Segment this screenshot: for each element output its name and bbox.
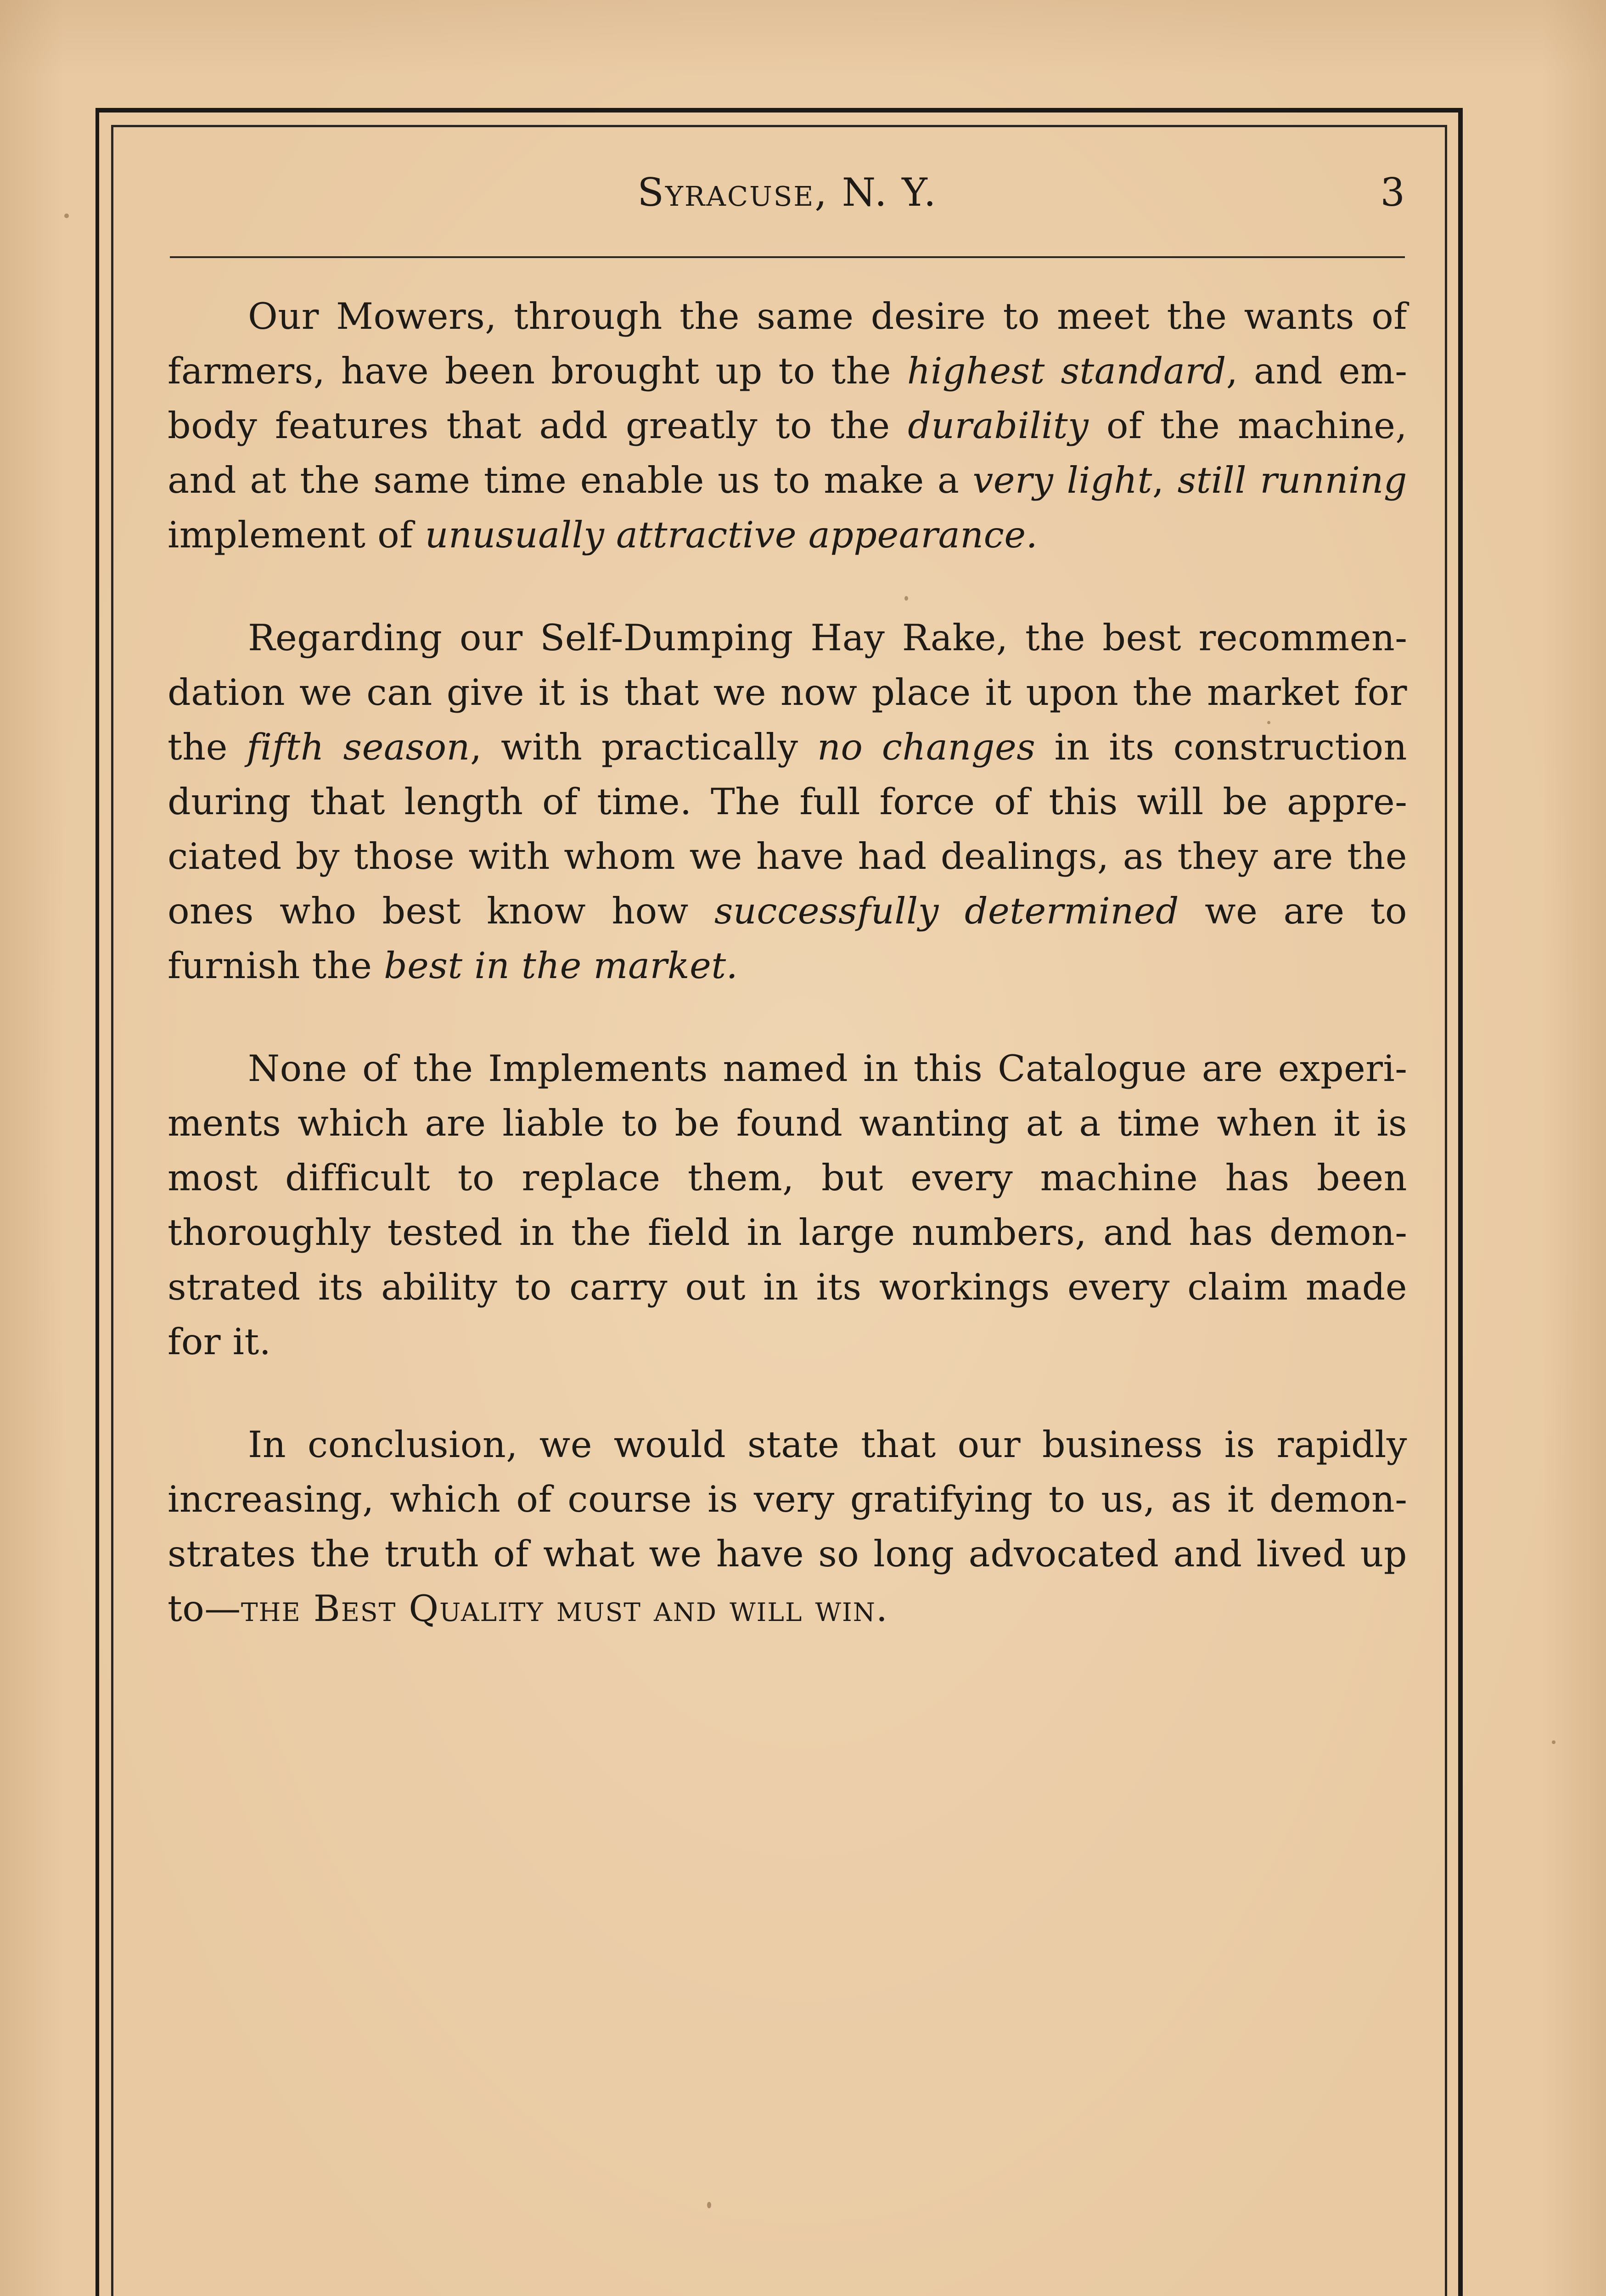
text-segment: Regarding our Self-Dumping Hay Rake, the best recommendation we can give it is that we now place it upon the market for the xyxy=(168,617,1407,768)
text-segment: best in the market. xyxy=(384,945,738,987)
text-segment: Our Mowers, through the same desire to meet the wants of farmers, have been brought up to the xyxy=(168,295,1407,392)
text-segment-smallcaps: the Best Quality must and will win. xyxy=(241,1587,889,1630)
paper-speck xyxy=(1267,721,1270,724)
text-segment: successfully determined xyxy=(714,890,1179,932)
text-segment: , xyxy=(1152,459,1178,501)
body-text xyxy=(168,289,1407,1684)
paper-speck xyxy=(904,596,908,601)
page-number: 3 xyxy=(1380,170,1405,215)
text-segment: we are to furnish the xyxy=(168,890,1407,987)
running-head-title: Syracuse, N. Y. xyxy=(637,170,938,215)
text-segment: no changes xyxy=(817,726,1036,768)
text-segment: In conclusion, we would state that our business is rapidly increasing, which of course is very gratifying to us, as it demonstrates the truth of what we have so long advocated and lived up to— xyxy=(168,1424,1407,1630)
text-segment: unusually attractive appearance. xyxy=(425,514,1038,556)
running-head xyxy=(170,170,1405,225)
paragraph-mowers xyxy=(168,289,1407,563)
header-rule xyxy=(170,256,1405,258)
text-segment: , with practically xyxy=(470,726,817,768)
text-segment: implement of xyxy=(168,514,425,556)
paragraph-hay-rake xyxy=(168,611,1407,993)
paper-speck xyxy=(1552,1740,1555,1744)
text-segment: highest standard xyxy=(907,350,1226,392)
text-segment: None of the Implements named in this Catalogue are experiments which are liable to be found wanting at a time when it is most difficult to replace them, but every machine has been thoroughly tested in the field in large numbers, and has demonstrated its ability to carry out in its workings every claim made for it. xyxy=(168,1047,1407,1363)
text-segment: fifth season xyxy=(247,726,470,768)
paper-speck xyxy=(64,214,69,218)
paragraph-conclusion xyxy=(168,1418,1407,1636)
text-segment: in its construction during that length of time. The full force of this will be appreciated by those with whom we have had dealings, as they are the ones who best know how xyxy=(168,726,1407,932)
paragraph-implements xyxy=(168,1041,1407,1369)
text-segment: still running xyxy=(1177,459,1407,501)
text-segment: durability xyxy=(908,405,1089,447)
text-segment: very light xyxy=(972,459,1152,501)
text-segment: of the machine, and at the same time enable us to make a xyxy=(168,405,1407,501)
text-segment: , and embody features that add greatly to the xyxy=(168,350,1407,447)
paper-speck xyxy=(707,2202,711,2208)
